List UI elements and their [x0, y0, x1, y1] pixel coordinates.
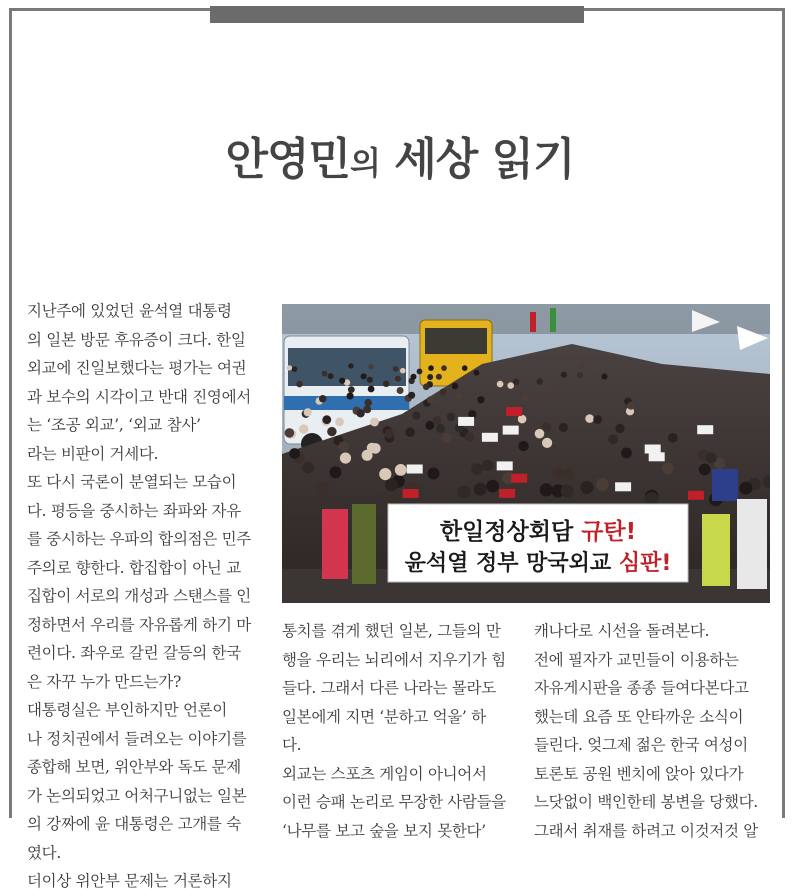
crowd-head [397, 387, 404, 394]
crowd-head [581, 481, 594, 494]
article-line: 그래서 취재를 하려고 이것저것 알 [534, 821, 758, 840]
crowd-head [518, 441, 528, 451]
crowd-head [395, 464, 407, 476]
crowd-head [417, 369, 423, 375]
article-line: 과 보수의 시각이고 반대 진영에서 [27, 387, 251, 406]
marcher-white [737, 499, 767, 589]
crowd-head [535, 429, 545, 439]
crowd-head [427, 374, 433, 380]
crowd-head [405, 427, 415, 437]
crowd-head [577, 372, 583, 378]
article-line: 는 ‘조공 외교’, ‘외교 참사’ [27, 416, 201, 434]
article-line: 은 자꾸 누가 만드는가? [27, 672, 181, 691]
crowd-head [327, 427, 336, 436]
crowd-head [662, 463, 674, 475]
title-particle: 의 [349, 144, 380, 182]
crowd-head [563, 469, 575, 481]
protest-photo [282, 304, 770, 603]
crowd-head [440, 389, 447, 396]
crowd-placard [482, 433, 498, 442]
crowd-head [542, 438, 552, 448]
crowd-head [317, 482, 330, 495]
crowd-placard [458, 417, 474, 426]
article-line: 가 논의되었고 어처구니없는 일본 [27, 786, 247, 805]
crowd-head [497, 381, 504, 388]
crowd-placard [503, 426, 519, 435]
crowd-head [370, 418, 379, 427]
crowd-head [668, 433, 678, 443]
article-line: 종합해 보면, 위안부와 독도 문제 [27, 758, 241, 776]
crowd-head [589, 383, 596, 390]
crowd-head [292, 366, 298, 372]
crowd-head [593, 415, 602, 424]
crowd-head [559, 423, 568, 432]
crowd-head [367, 443, 377, 453]
crowd-head [395, 376, 401, 382]
crowd-head [347, 392, 354, 399]
bus-left-stripe [284, 396, 409, 410]
crowd-head [302, 462, 314, 474]
article-line: 주의로 향한다. 합집합이 아닌 교 [27, 558, 241, 577]
crowd-placard [645, 445, 661, 454]
crowd-head [368, 386, 375, 393]
crowd-head [561, 372, 567, 378]
crowd-head [552, 467, 564, 479]
crowd-head [319, 395, 326, 402]
crowd-head [580, 362, 585, 367]
article-line: 캐나다로 시선을 돌려본다. [534, 622, 710, 640]
crowd-head [465, 432, 475, 442]
crowd-head [561, 484, 574, 497]
sign-blue [712, 469, 738, 501]
crowd-head [393, 366, 399, 372]
article-line: 였다. [27, 843, 61, 862]
crowd-head [471, 463, 483, 475]
article-line: 또 다시 국론이 분열되는 모습이 [27, 473, 237, 491]
marcher-vest [352, 504, 376, 584]
crowd-head [356, 409, 364, 417]
crowd-head [542, 423, 551, 432]
article-line: 토론토 공원 벤치에 앉아 있다가 [534, 764, 744, 783]
title-name: 안영민 [225, 134, 350, 185]
crowd-head [452, 383, 459, 390]
crowd-placard [615, 482, 631, 491]
crowd-head [340, 453, 351, 464]
article-line: 다. [282, 736, 302, 754]
crowd-head [400, 368, 406, 374]
crowd-head [442, 433, 452, 443]
banner-line-2: 윤석열 정부 망국외교 심판! [404, 551, 672, 576]
crowd-head [285, 428, 295, 438]
crowd-placard [407, 465, 423, 474]
crowd-placard [403, 489, 419, 498]
column-title [0, 130, 800, 193]
crowd-head [455, 392, 462, 399]
article-line: 행을 우리는 뇌리에서 지우기가 힘 [282, 650, 506, 669]
crowd-placard [497, 461, 513, 470]
crowd-head [706, 452, 717, 463]
article-line: 의 강짜에 윤 대통령은 고개를 숙 [27, 815, 241, 833]
crowd-head [433, 416, 442, 425]
crowd-head [428, 468, 440, 480]
article-line: 련이다. 좌우로 갈린 갈등의 한국 [27, 644, 241, 662]
crowd-head [379, 468, 391, 480]
crowd-placard [697, 425, 713, 434]
crowd-head [518, 415, 527, 424]
crowd-head [287, 365, 292, 370]
article-line: 의 일본 방문 후유증이 크다. 한일 [27, 330, 246, 349]
title-rest: 세상 읽기 [379, 134, 575, 185]
crowd-head [602, 374, 608, 380]
crowd-head [322, 371, 328, 377]
article-line: 들다. 그래서 다른 나라는 몰라도 [282, 679, 496, 697]
crowd-head [385, 429, 395, 439]
crowd-head [507, 382, 514, 389]
article-column-right [534, 617, 772, 845]
marcher-pink [322, 509, 348, 579]
crowd-head [304, 408, 312, 416]
crowd-head [335, 417, 344, 426]
crowd-head [621, 448, 632, 459]
article-line: 대통령실은 부인하지만 언론이 [27, 701, 228, 719]
crowd-head [513, 379, 519, 385]
crowd-head [615, 424, 624, 433]
crowd-head [364, 399, 372, 407]
crowd-head [543, 384, 550, 391]
crowd-head [585, 414, 594, 423]
flag-red [530, 312, 536, 332]
crowd-head [482, 460, 494, 472]
crowd-head [322, 415, 331, 424]
crowd-head [367, 377, 373, 383]
crowd-head [608, 434, 618, 444]
article-line: 했는데 요즘 또 안타까운 소식이 [534, 707, 744, 726]
crowd-head [348, 363, 353, 368]
crowd-head [537, 378, 543, 384]
crowd-head [486, 480, 499, 493]
article-line: 더이상 위안부 문제는 거론하지 [27, 872, 232, 890]
crowd-head [385, 479, 398, 492]
article-line: 라는 비판이 거세다. [27, 444, 159, 463]
crowd-head [474, 483, 487, 496]
article-column-middle [282, 617, 518, 845]
crowd-head [361, 373, 367, 379]
crowd-placard [649, 452, 665, 461]
crowd-head [339, 378, 345, 384]
crowd-head [540, 483, 553, 496]
article-line: 이런 승패 논리로 무장한 사람들을 [282, 793, 506, 811]
article-line: 집합이 서로의 개성과 스탠스를 인 [27, 587, 251, 605]
article-line: 정하면서 우리를 자유롭게 하기 마 [27, 615, 251, 634]
crowd-head [739, 482, 752, 495]
article-line: 전에 필자가 교민들이 이용하는 [534, 650, 739, 669]
crowd-head [474, 370, 480, 376]
crowd-head [412, 412, 420, 420]
crowd-head [299, 424, 308, 433]
banner-line-1: 한일정상회담 규탄! [439, 519, 637, 545]
crowd-head [408, 392, 415, 399]
crowd-head [441, 365, 447, 371]
crowd-placard [506, 407, 522, 416]
crowd-head [411, 374, 417, 380]
article-line: ‘나무를 보고 숲을 보지 못한다’ [282, 821, 486, 840]
crowd-head [436, 374, 442, 380]
crowd-head [296, 381, 303, 388]
crowd-head [436, 424, 445, 433]
crowd-head [458, 486, 471, 499]
crowd-placard [511, 474, 527, 483]
crowd-head [289, 448, 300, 459]
crowd-head [699, 464, 711, 476]
crowd-head [428, 365, 434, 371]
crowd-head [447, 413, 456, 422]
crowd-head [477, 396, 484, 403]
crowd-placard [499, 489, 515, 498]
bus-yellow-windows [425, 328, 487, 354]
protest-photo-svg [282, 304, 770, 603]
marcher-yellow-vest [702, 514, 730, 586]
header-bar [210, 6, 584, 23]
article-line: 들린다. 엊그제 젊은 한국 여성이 [534, 736, 748, 754]
crowd-head [328, 373, 334, 379]
article-line: 일본에게 지면 ‘분하고 억울’ 하 [282, 707, 486, 726]
crowd-head [521, 394, 528, 401]
article-line: 외교에 진일보했다는 평가는 여권 [27, 359, 247, 377]
article-line: 나 정치권에서 들려오는 이야기를 [27, 729, 247, 748]
crowd-head [627, 402, 635, 410]
article-line: 를 중시하는 우파의 합의점은 민주 [27, 530, 251, 548]
crowd-head [427, 396, 434, 403]
article-line: 느닷없이 백인한테 봉변을 당했다. [534, 793, 758, 811]
article-line: 자유게시판을 종종 들여다본다고 [534, 679, 749, 697]
article-line: 지난주에 있었던 윤석열 대통령 [27, 302, 232, 320]
crowd-head [348, 386, 355, 393]
article-line: 외교는 스포츠 게임이 아니어서 [282, 764, 487, 783]
crowd-head [592, 372, 598, 378]
crowd-placard [688, 491, 704, 500]
crowd-head [330, 466, 342, 478]
crowd-head [338, 441, 348, 451]
crowd-head [368, 364, 373, 369]
article-column-left [27, 297, 267, 896]
flag-green [550, 308, 556, 332]
article-line: 다. 평등을 중시하는 좌파와 자유 [27, 501, 241, 520]
article-line: 통치를 겪게 했던 일본, 그들의 만 [282, 622, 501, 640]
crowd-head [423, 384, 430, 391]
crowd-head [383, 381, 389, 387]
crowd-head [462, 365, 468, 371]
crowd-head [596, 478, 609, 491]
